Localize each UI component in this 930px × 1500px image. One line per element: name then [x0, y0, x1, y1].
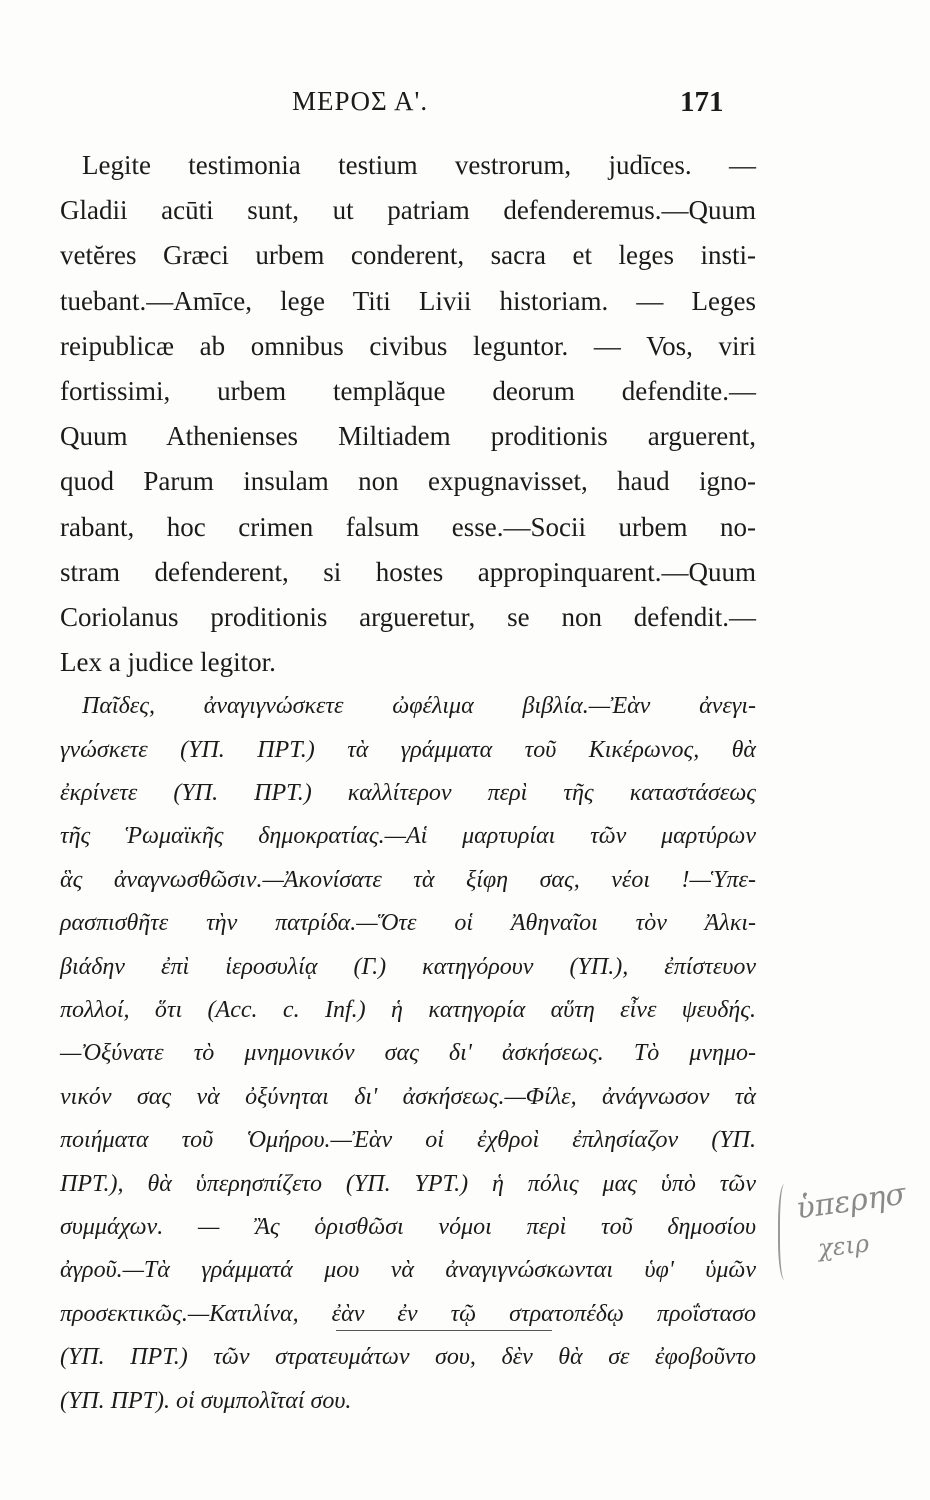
text-line: προσεκτικῶς.—Κατιλίνα, ἐὰν ἐν τῷ στρατοπέδῳ προΐστασο: [60, 1300, 756, 1327]
text-line: ρασπισθῆτε τὴν πατρίδα.—Ὅτε οἱ Ἀθηναῖοι τὸν Ἀλκι-: [60, 910, 756, 937]
text-line: rabant, hoc crimen falsum esse.—Socii urbem no-: [60, 511, 756, 542]
text-line: πολλοί, ὅτι (Acc. c. Inf.) ἡ κατηγορία αὕτη εἶνε ψευδής.: [60, 996, 756, 1023]
text-line: tuebant.—Amīce, lege Titi Livii historiam. — Leges: [60, 285, 756, 316]
text-line: βιάδην ἐπὶ ἱεροσυλίᾳ (Γ.) κατηγόρουν (ΥΠ.), ἐπίστευον: [60, 953, 756, 980]
text-line: (ΥΠ. ΠΡΤ). οἱ συμπολῖταί σου.: [60, 1387, 352, 1414]
text-line: quod Parum insulam non expugnavisset, haud igno-: [60, 466, 756, 497]
text-line: ΠΡΤ.), θὰ ὑπερησπίζετο (ΥΠ. ΥΡΤ.) ἡ πόλις μας ὑπὸ τῶν: [60, 1170, 756, 1197]
bracket-mark: [778, 1184, 794, 1280]
margin-note-word: χειρ: [816, 1229, 871, 1263]
latin-exercise: [60, 143, 756, 685]
running-head: [0, 86, 930, 126]
text-line: (ΥΠ. ΠΡΤ.) τῶν στρατευμάτων σου, δὲν θὰ σε ἐφοβοῦντο: [60, 1344, 756, 1371]
text-line: ποιήματα τοῦ Ὁμήρου.—Ἐὰν οἱ ἐχθροὶ ἐπλησίαζον (ΥΠ.: [60, 1127, 756, 1154]
section-rule: [336, 1330, 552, 1331]
body-text: [60, 143, 756, 1423]
text-line: νικόν σας νὰ ὀξύνηται δι' ἀσκήσεως.—Φίλε, ἀνάγνωσον τὰ: [60, 1083, 756, 1110]
text-line: συμμάχων. — Ἂς ὁρισθῶσι νόμοι περὶ τοῦ δημοσίου: [60, 1213, 756, 1240]
page-number: 171: [680, 86, 724, 118]
text-line: τῆς Ῥωμαϊκῆς δημοκρατίας.—Αἱ μαρτυρίαι τῶν μαρτύρων: [60, 823, 756, 850]
text-line: fortissimi, urbem templăque deorum defendite.—: [60, 375, 756, 406]
text-line: Legite testimonia testium vestrorum, judīces. —: [82, 150, 756, 180]
handwritten-margin-note: [778, 1170, 928, 1290]
text-line: ἀγροῦ.—Τὰ γράμματά μου νὰ ἀναγιγνώσκωνται ὑφ' ὑμῶν: [60, 1257, 756, 1284]
text-line: —Ὀξύνατε τὸ μνημονικόν σας δι' ἀσκήσεως. Τὸ μνημο-: [60, 1040, 756, 1067]
running-title: ΜΕΡΟΣ Α'.: [292, 86, 429, 116]
text-line: Lex a judice legitor.: [60, 647, 276, 678]
text-line: Gladii acūti sunt, ut patriam defenderemus.—Quum: [60, 195, 756, 226]
text-line: vetĕres Græci urbem conderent, sacra et leges insti-: [60, 240, 756, 271]
text-line: Quum Athenienses Miltiadem proditionis arguerent,: [60, 421, 756, 452]
text-line: reipublicæ ab omnibus civibus leguntor. — Vos, viri: [60, 330, 756, 361]
text-line: Coriolanus proditionis argueretur, se non defendit.—: [60, 601, 756, 632]
text-line: ἐκρίνετε (ΥΠ. ΠΡΤ.) καλλίτερον περὶ τῆς καταστάσεως: [60, 780, 756, 807]
margin-note-word: ὑπερησ: [794, 1176, 909, 1227]
text-line: ἃς ἀναγνωσθῶσιν.—Ἀκονίσατε τὰ ξίφη σας, νέοι !—Ὑπε-: [60, 866, 756, 893]
text-line: Παῖδες, ἀναγιγνώσκετε ὠφέλιμα βιβλία.—Ἐὰν ἀνεγι-: [82, 693, 756, 720]
text-line: stram defenderent, si hostes appropinquarent.—Quum: [60, 556, 756, 587]
text-line: γνώσκετε (ΥΠ. ΠΡΤ.) τὰ γράμματα τοῦ Κικέρωνος, θὰ: [60, 736, 756, 763]
greek-exercise: [60, 685, 756, 1423]
